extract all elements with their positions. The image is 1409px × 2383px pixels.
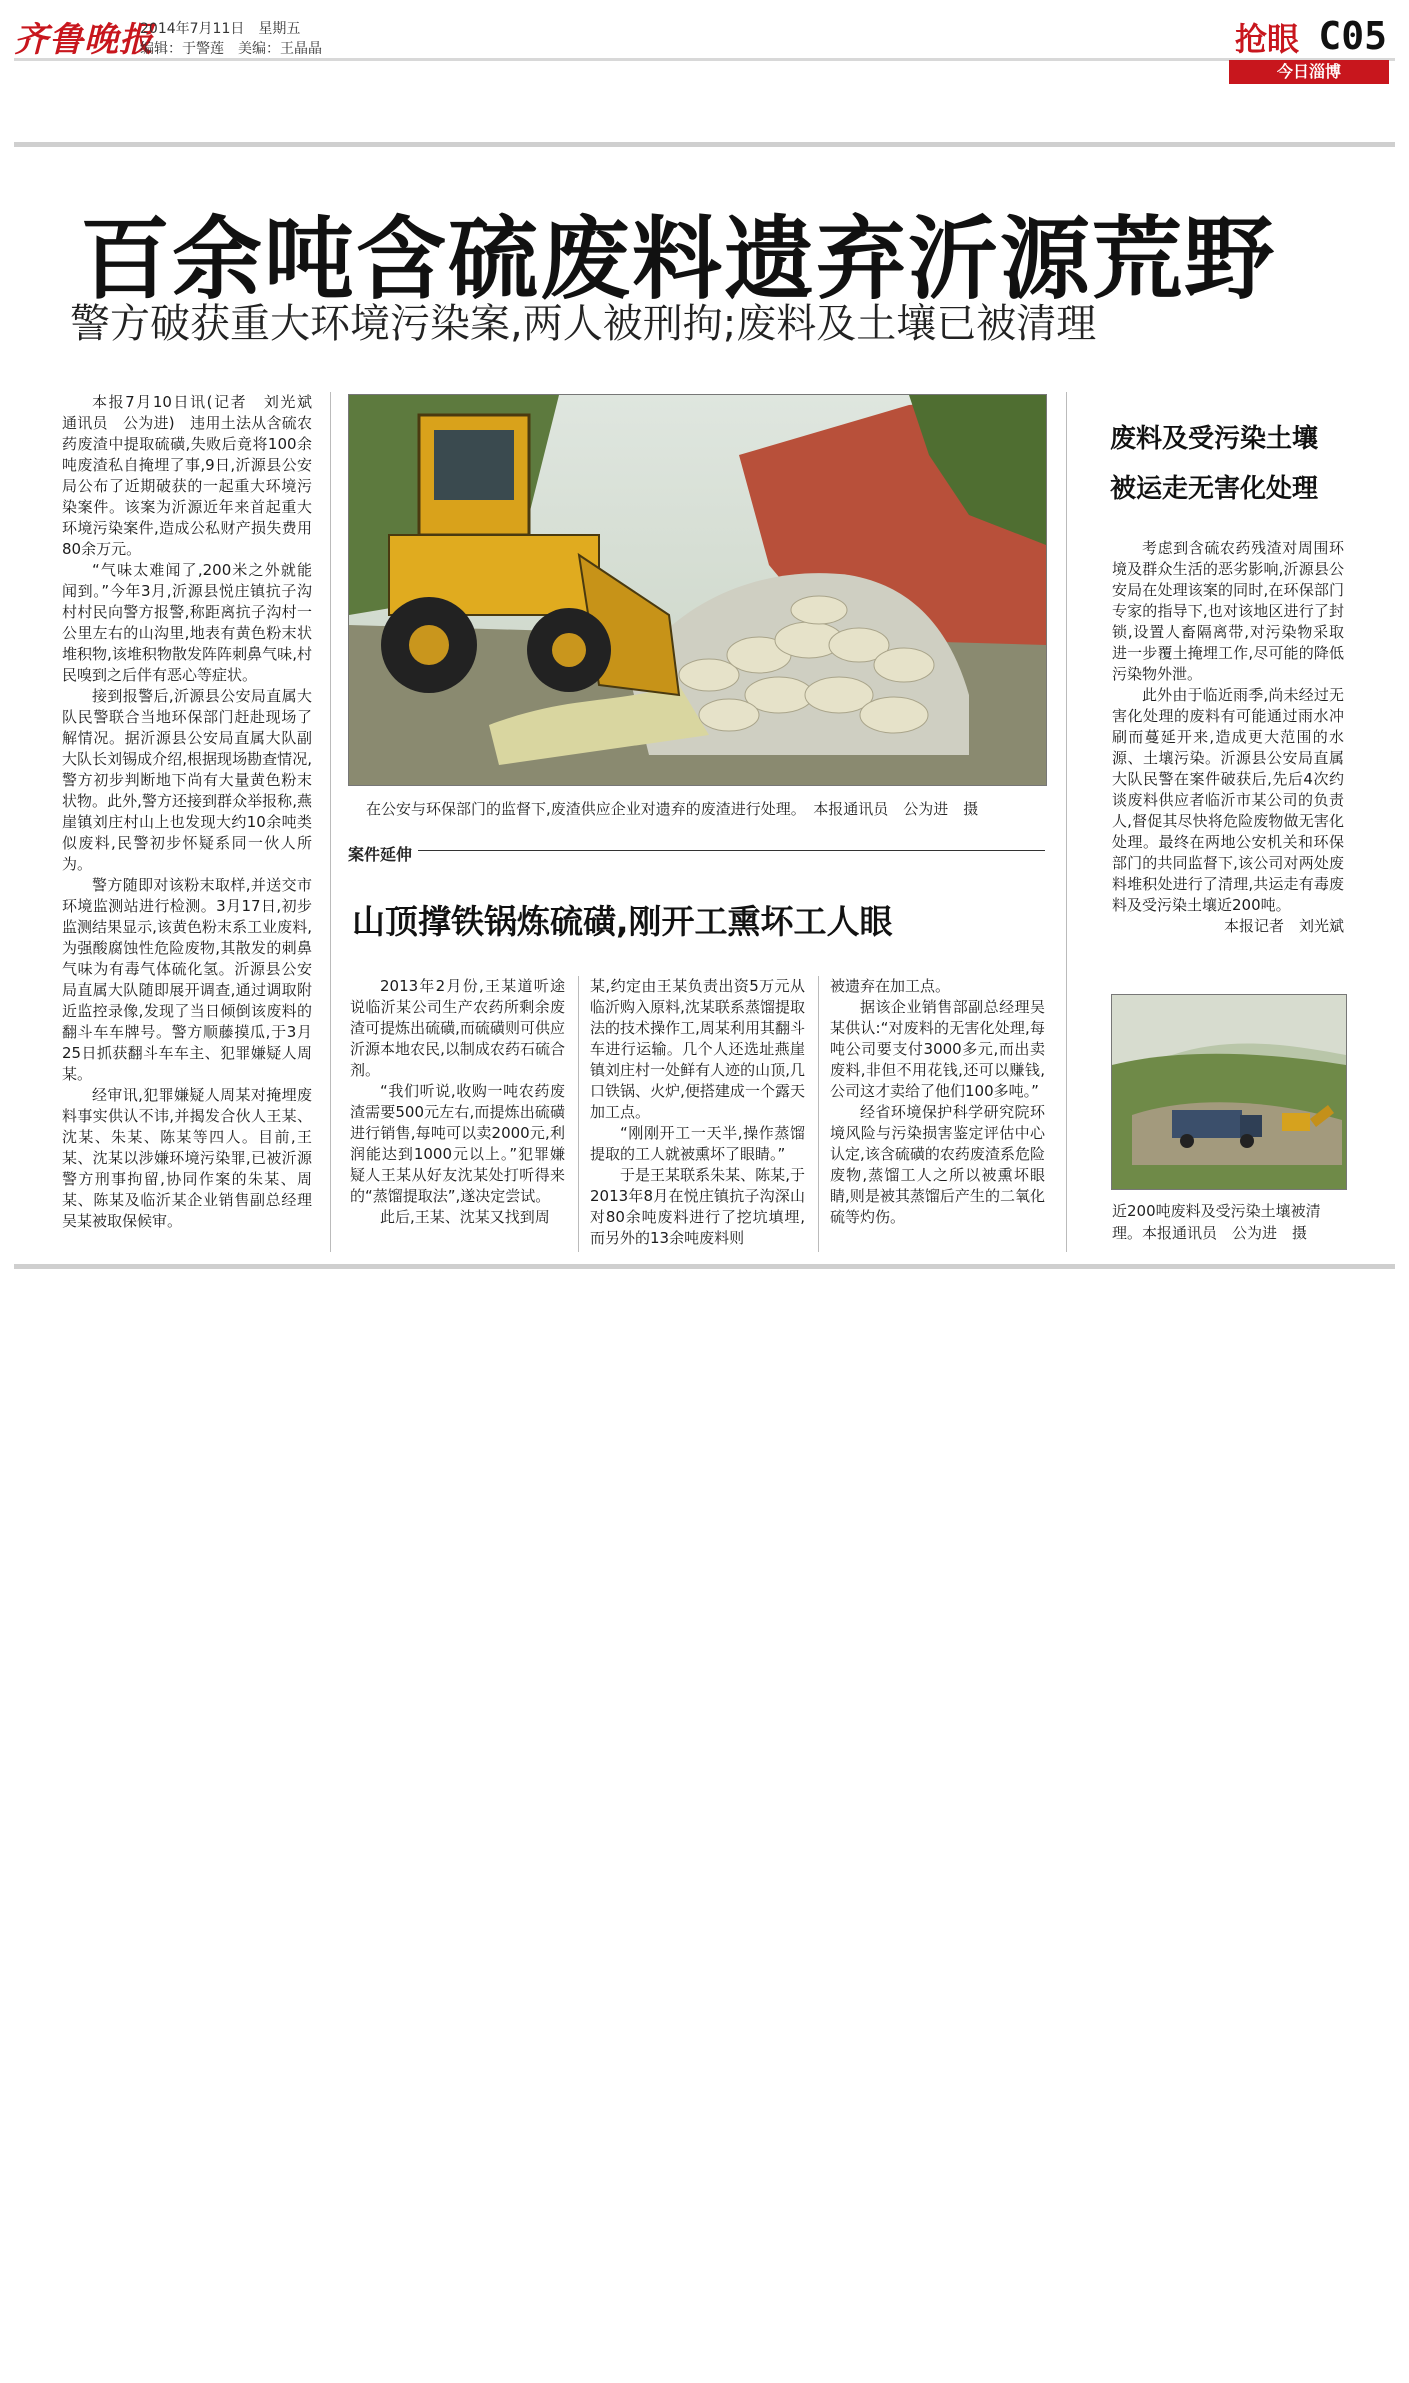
- column-divider: [330, 392, 331, 1252]
- paragraph: “刚刚开工一天半,操作蒸馏提取的工人就被熏坏了眼睛。”: [590, 1124, 805, 1163]
- paragraph: 被遗弃在加工点。: [830, 977, 951, 995]
- paragraph: 此外由于临近雨季,尚未经过无害化处理的废料有可能通过雨水冲刷而蔓延开来,造成更大范围的水源、土壤污染。沂源县公安局直属大队民警在案件破获后,先后4次约谈废料供应者临沂市某公司的负责人,督促其尽快将危险废物做无害化处理。最终在两地公安机关和环保部门的共同监督下,该公司对两处废料堆积处进行了清理,共运走有毒废料及受污染土壤近200吨。: [1112, 686, 1344, 914]
- truck-photo-caption: 近200吨废料及受污染土壤被清理。本报通讯员 公为进 摄: [1112, 1202, 1321, 1242]
- paragraph: 某,约定由王某负责出资5万元从临沂购入原料,沈某联系蒸馏提取法的技术操作工,周某利用其翻斗车进行运输。几个人还选址燕崖镇刘庄村一处鲜有人迹的山顶,几口铁锅、火炉,便搭建成一个露天加工点。: [590, 977, 805, 1121]
- sidebar-heading-line: 被运走无害化处理: [1110, 474, 1319, 504]
- column-divider: [818, 976, 819, 1252]
- paragraph: “气味太难闻了,200米之外就能闻到。”今年3月,沂源县悦庄镇抗子沟村村民向警方报警,称距离抗子沟村一公里左右的山沟里,地表有黄色粉末状堆积物,该堆积物散发阵阵刺鼻气味,村民嗅到之后伴有恶心等症状。: [62, 561, 312, 684]
- paragraph: 此后,王某、沈某又找到周: [380, 1208, 550, 1226]
- bottom-rule: [14, 1264, 1395, 1269]
- paragraph: 经省环境保护科学研究院环境风险与污染损害鉴定评估中心认定,该含硫磺的农药废渣系危险废物,蒸馏工人之所以被熏坏眼睛,则是被其蒸馏后产生的二氧化硫等灼伤。: [830, 1103, 1045, 1226]
- truck-photo-illustration: [1112, 995, 1346, 1189]
- paragraph: “我们听说,收购一吨农药废渣需要500元左右,而提炼出硫磺进行销售,每吨可以卖2000元,利润能达到1000元以上。”犯罪嫌疑人王某从好友沈某处打听得来的“蒸馏提取法”,遂决定尝试。: [350, 1082, 565, 1205]
- headline: 百余吨含硫废料遗弃沂源荒野: [80, 207, 1276, 312]
- page-number: C05: [1318, 14, 1387, 58]
- loader-photo-illustration: [349, 395, 1046, 785]
- editor-line: 编辑：于警莲 美编：王晶晶: [140, 41, 322, 57]
- case-column-2: [590, 976, 805, 1249]
- section-name: 抢眼: [1234, 20, 1299, 58]
- paragraph: 警方随即对该粉末取样,并送交市环境监测站进行检测。3月17日,初步监测结果显示,该黄色粉末系工业废料,为强酸腐蚀性危险废物,其散发的刺鼻气味为有毒气体硫化氢。沂源县公安局直属大队随即展开调查,通过调取附近监控录像,发现了当日倾倒该废料的翻斗车车牌号。警方顺藤摸瓜,于3月25日抓获翻斗车车主、犯罪嫌疑人周某。: [62, 876, 312, 1083]
- truck-photo: [1111, 994, 1347, 1190]
- paragraph: 于是王某联系朱某、陈某,于2013年8月在悦庄镇抗子沟深山对80余吨废料进行了挖坑填埋,而另外的13余吨废料则: [590, 1166, 805, 1247]
- paragraph: 考虑到含硫农药残渣对周围环境及群众生活的恶劣影响,沂源县公安局在处理该案的同时,在环保部门专家的指导下,也对该地区进行了封锁,设置人畜隔离带,对污染物采取进一步覆土掩埋工作,尽可能的降低污染物外泄。: [1112, 539, 1344, 683]
- loader-photo: [348, 394, 1047, 786]
- subheadline: 警方破获重大环境污染案,两人被刑拘;废料及土壤已被清理: [70, 301, 1097, 347]
- column-divider: [1066, 392, 1067, 1252]
- case-tag: 案件延伸: [348, 842, 418, 865]
- photo-caption: 在公安与环保部门的监督下,废渣供应企业对遗弃的废渣进行处理。 本报通讯员 公为进 摄: [366, 800, 979, 818]
- masthead-logo: 齐鲁晚报: [14, 20, 154, 60]
- article-left-column: [62, 392, 328, 1232]
- case-divider: [348, 850, 1045, 851]
- sidebar-text: [1112, 538, 1344, 937]
- sidebar-heading: [1110, 414, 1318, 514]
- top-rule: [14, 142, 1395, 147]
- header-divider: [14, 58, 1395, 61]
- case-title: 山顶撑铁锅炼硫磺,刚开工熏坏工人眼: [352, 902, 893, 941]
- subsection-badge: 今日淄博: [1229, 60, 1389, 84]
- column-divider: [578, 976, 579, 1252]
- date-line: 2014年7月11日 星期五: [140, 21, 301, 37]
- paragraph: 本报7月10日讯(记者 刘光斌 通讯员 公为进) 违用土法从含硫农药废渣中提取硫磺,失败后竟将100余吨废渣私自掩埋了事,9日,沂源县公安局公布了近期破获的一起重大环境污染案件。该案为沂源近年来首起重大环境污染案件,造成公私财产损失费用80余万元。: [62, 393, 328, 558]
- paragraph: 经审讯,犯罪嫌疑人周某对掩埋废料事实供认不讳,并揭发合伙人王某、沈某、朱某、陈某等四人。目前,王某、沈某以涉嫌环境污染罪,已被沂源警方刑事拘留,协同作案的朱某、周某、陈某及临沂某企业销售副总经理吴某被取保候审。: [62, 1086, 312, 1230]
- paragraph: 2013年2月份,王某道听途说临沂某公司生产农药所剩余废渣可提炼出硫磺,而硫磺则可供应沂源本地农民,以制成农药石硫合剂。: [350, 977, 565, 1079]
- paragraph: 接到报警后,沂源县公安局直属大队民警联合当地环保部门赶赴现场了解情况。据沂源县公安局直属大队副大队长刘锡成介绍,根据现场勘查情况,警方初步判断地下尚有大量黄色粉末状物。此外,警方还接到群众举报称,燕崖镇刘庄村山上也发现大约10余吨类似废料,民警初步怀疑系同一伙人所为。: [62, 687, 312, 873]
- sidebar-heading-line: 废料及受污染土壤: [1110, 424, 1319, 454]
- case-column-3: [830, 976, 1045, 1228]
- paragraph: 据该企业销售部副总经理吴某供认:“对废料的无害化处理,每吨公司要支付3000多元,而出卖废料,非但不用花钱,还可以赚钱,公司这才卖给了他们100多吨。”: [830, 998, 1045, 1100]
- case-column-1: [350, 976, 565, 1228]
- byline: 本报记者 刘光斌: [1223, 917, 1344, 935]
